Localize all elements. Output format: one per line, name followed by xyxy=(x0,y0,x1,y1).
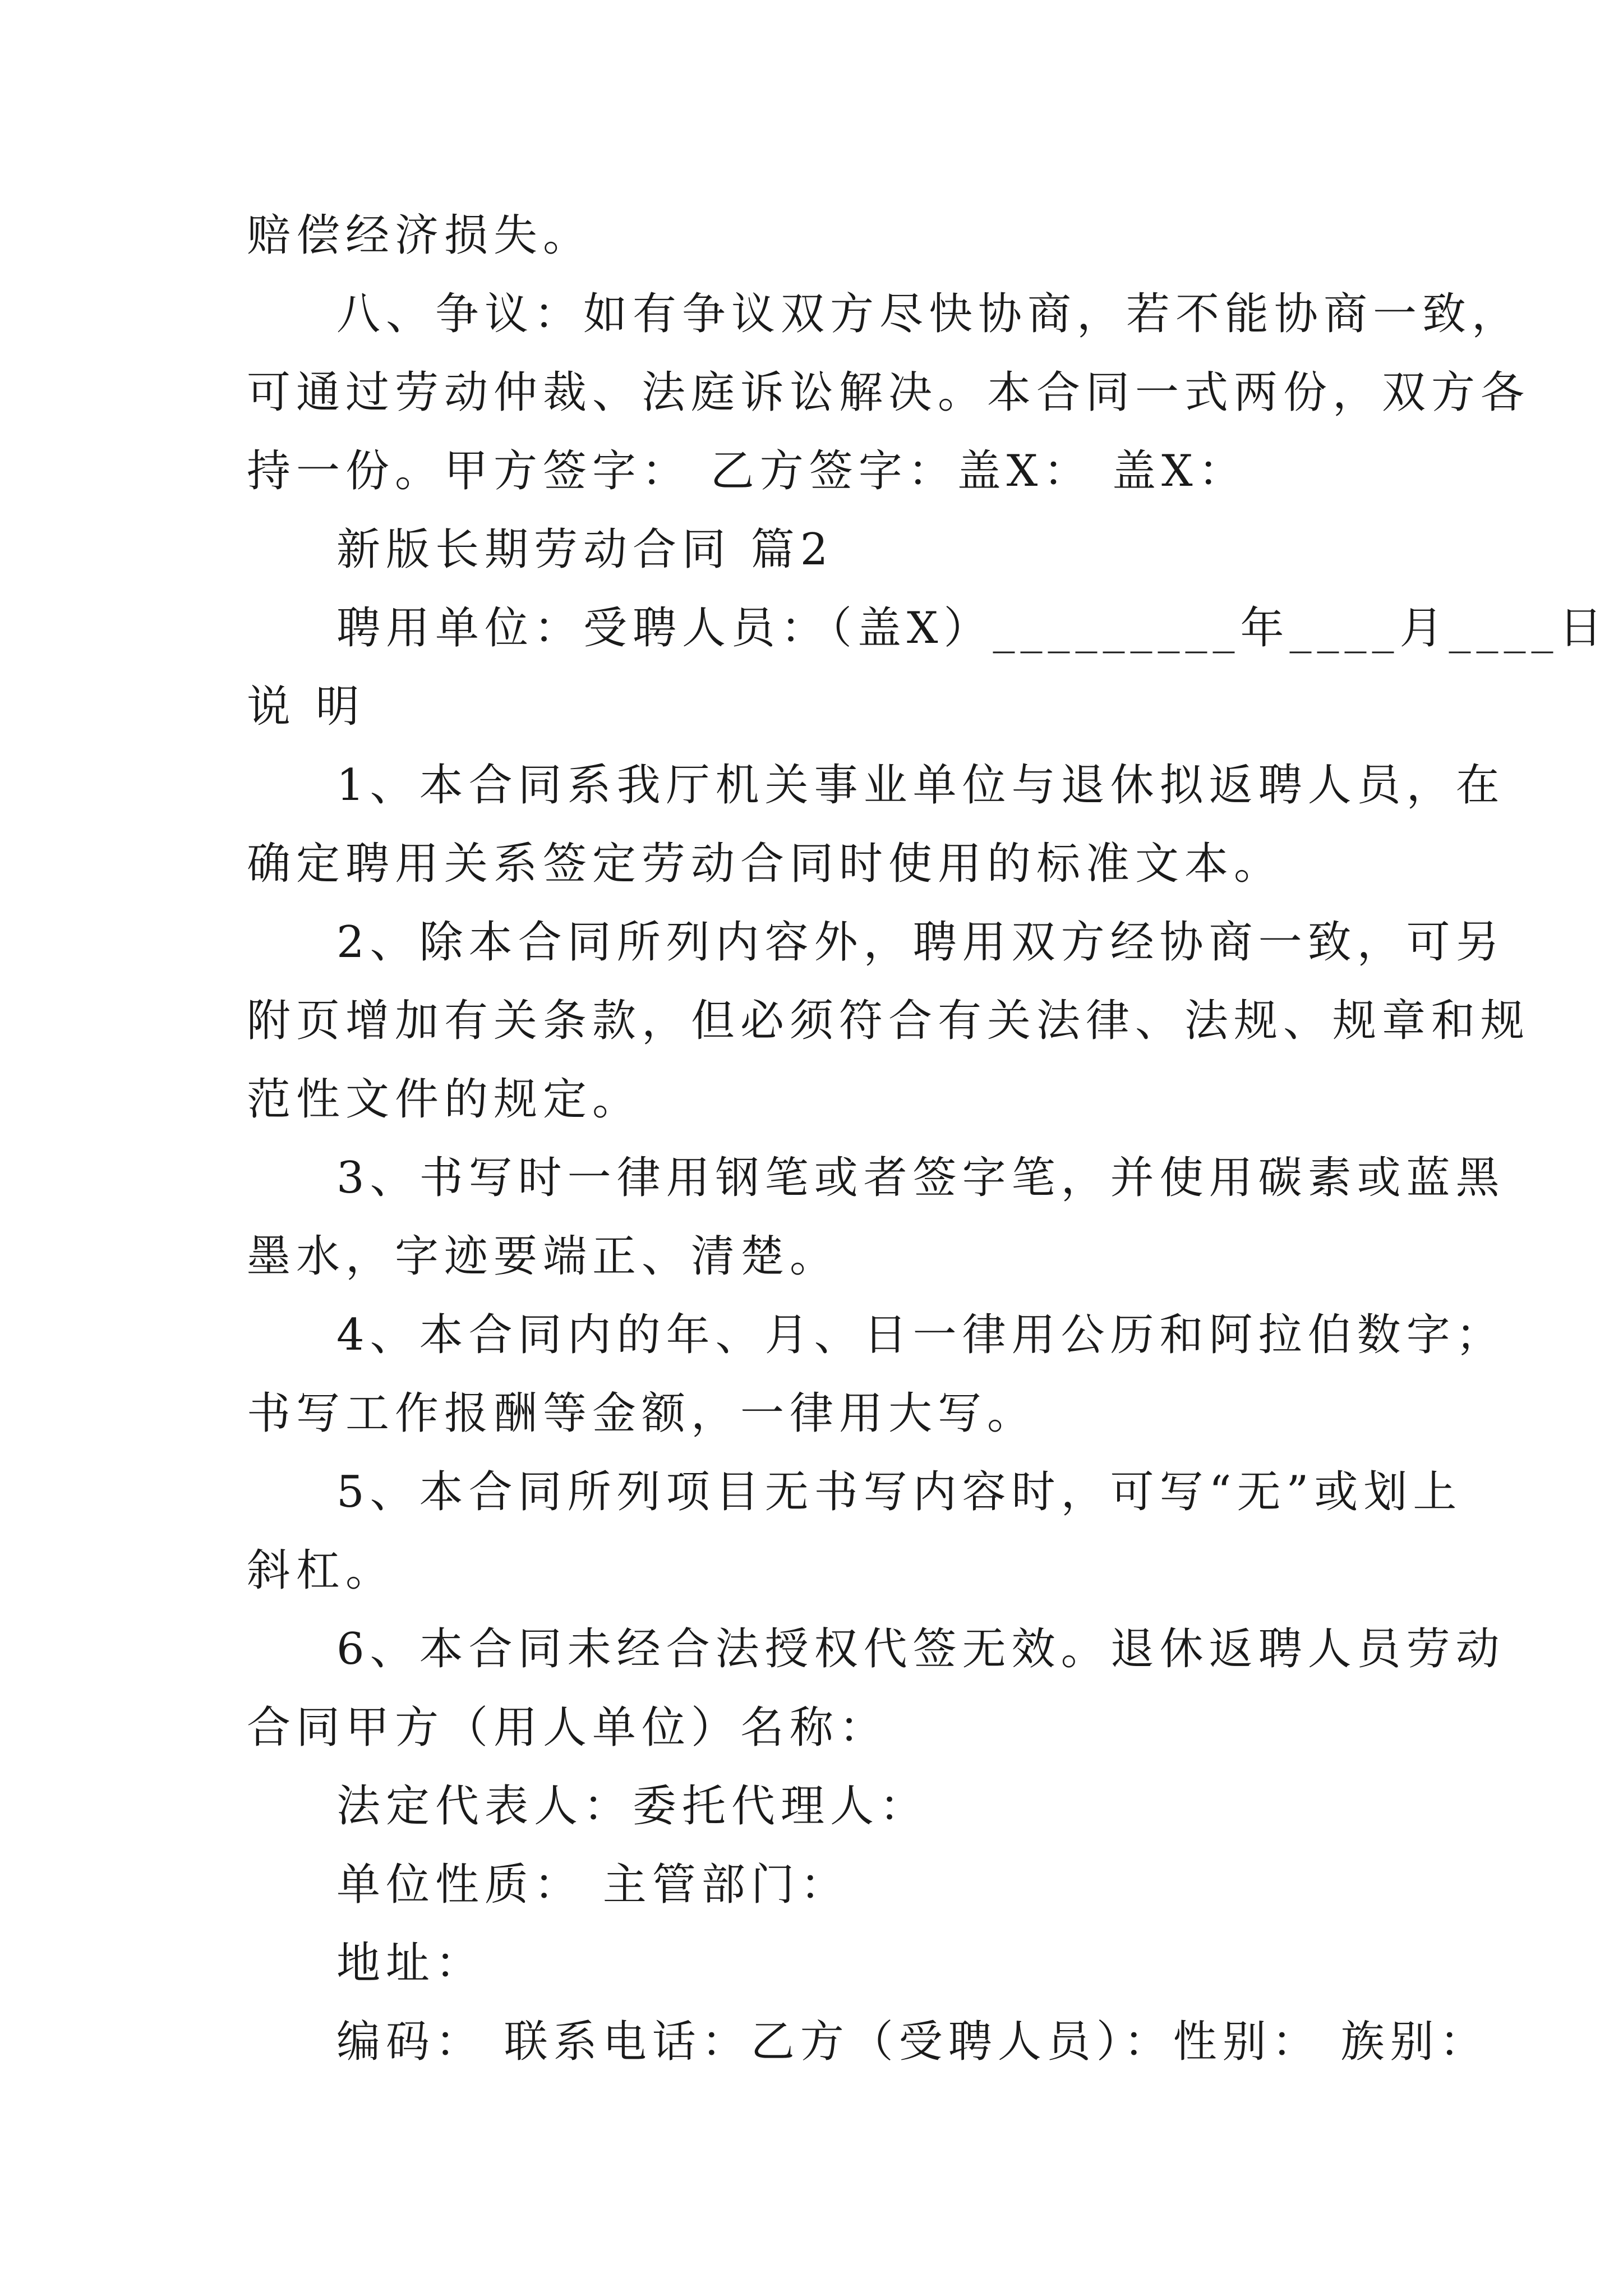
text-line: 持一份。甲方签字： 乙方签字：盖X： 盖X： xyxy=(247,446,1248,496)
text-line: 地址： xyxy=(336,1938,485,1989)
section-heading: 新版长期劳动合同 篇2 xyxy=(336,524,834,575)
text-line: 6、本合同未经合法授权代签无效。退休返聘人员劳动 xyxy=(336,1624,1505,1674)
text-line: 斜杠。 xyxy=(247,1545,395,1596)
text-line: 八、争议：如有争议双方尽快协商，若不能协商一致， xyxy=(336,289,1521,339)
text-line: 1、本合同系我厅机关事业单位与退休拟返聘人员，在 xyxy=(336,760,1505,811)
text-line: 法定代表人：委托代理人： xyxy=(336,1781,929,1832)
text-line: 附页增加有关条款，但必须符合有关法律、法规、规章和规 xyxy=(247,996,1530,1046)
text-line: 单位性质： 主管部门： xyxy=(336,1860,850,1910)
text-line: 赔偿经济损失。 xyxy=(247,210,593,261)
text-line: 4、本合同内的年、月、日一律用公历和阿拉伯数字； xyxy=(336,1310,1505,1360)
text-line: 2、除本合同所列内容外，聘用双方经协商一致，可另 xyxy=(336,917,1505,968)
text-line: 可通过劳动仲裁、法庭诉讼解决。本合同一式两份，双方各 xyxy=(247,367,1530,418)
text-line: 3、书写时一律用钢笔或者签字笔，并使用碳素或蓝黑 xyxy=(336,1153,1505,1203)
text-line: 编码： 联系电话：乙方（受聘人员）：性别： 族别： xyxy=(336,2017,1489,2067)
text-line: 范性文件的规定。 xyxy=(247,1074,642,1125)
subsection-heading: 说 明 xyxy=(247,682,365,732)
text-line: 确定聘用关系签定劳动合同时使用的标准文本。 xyxy=(247,839,1284,889)
text-line: 书写工作报酬等金额，一律用大写。 xyxy=(247,1388,1037,1439)
text-line: 5、本合同所列项目无书写内容时，可写“无”或划上 xyxy=(336,1467,1463,1517)
text-line: 合同甲方（用人单位）名称： xyxy=(247,1703,889,1753)
text-line: 墨水，字迹要端正、清楚。 xyxy=(247,1231,840,1282)
text-line: 聘用单位：受聘人员：（盖X）_________年____月____日 xyxy=(336,603,1608,654)
